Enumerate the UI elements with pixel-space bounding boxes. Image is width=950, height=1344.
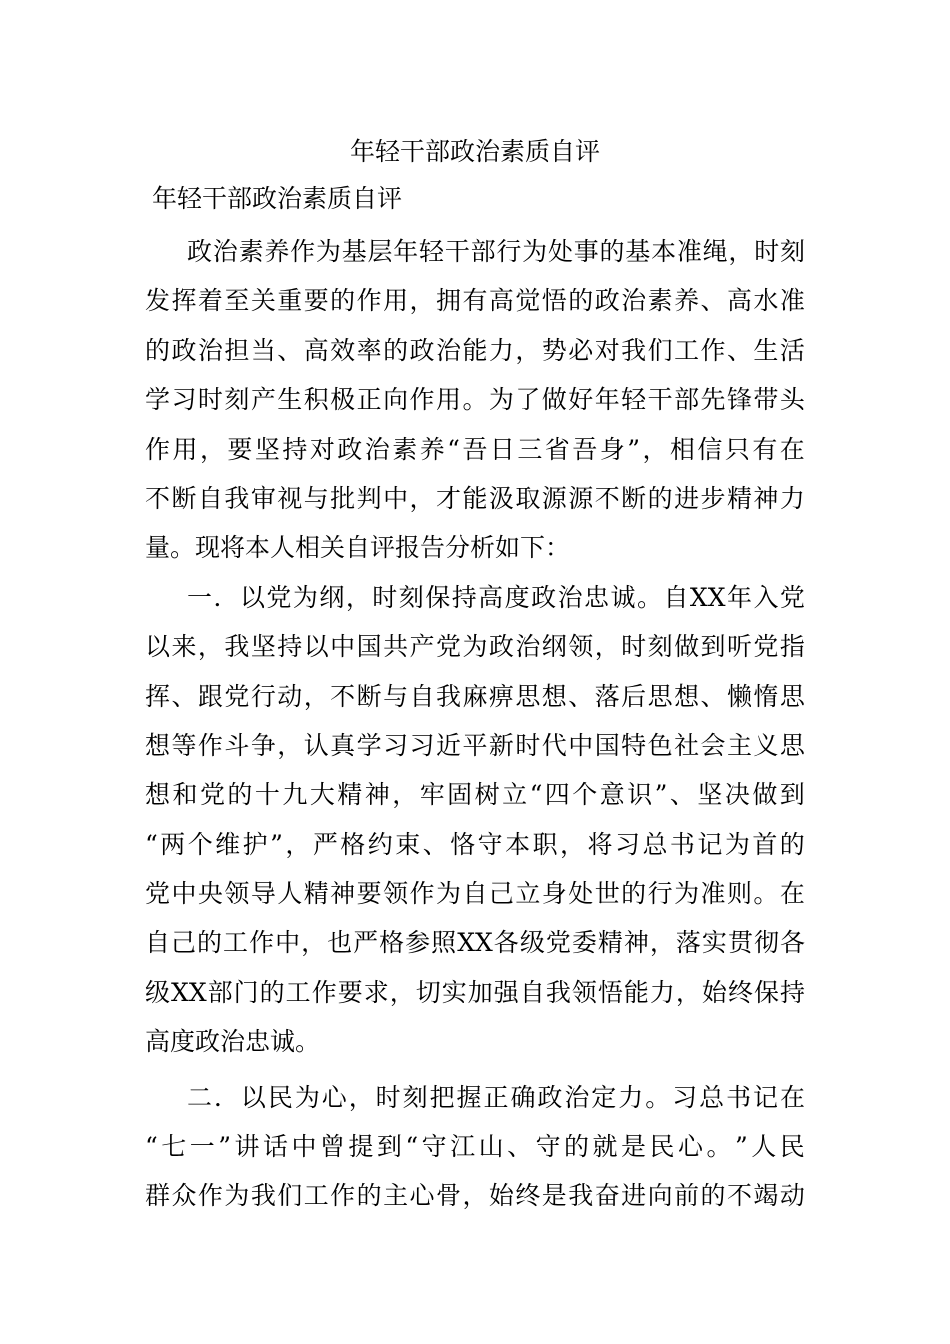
text-line: 的 政 治 担 当 、 高 效 率 的 政 治 能 力 ， 势 必 对 我 们 工 作 、 生 活 (145, 335, 805, 365)
document-title: 年轻干部政治素质自评 (349, 137, 600, 166)
text-line: 自 己 的 工 作 中 ， 也 严 格 参 照 XX 各 级 党 委 精 神 ， 落 实 贯 彻 各 (145, 928, 805, 958)
text-line: 党 中 央 领 导 人 精 神 要 领 作 为 自 己 立 身 处 世 的 行 为 准 则 。 在 (145, 879, 805, 909)
text-line: 二 ． 以 民 为 心 ， 时 刻 把 握 正 确 政 治 定 力 。 习 总 书 记 在 (187, 1082, 805, 1112)
text-line: 量。现将本人相关自评报告分析如下： (145, 533, 571, 563)
text-line: 学 习 时 刻 产 生 积 极 正 向 作 用 。 为 了 做 好 年 轻 干 部 先 锋 带 头 (145, 385, 805, 415)
text-line: 以 来 ， 我 坚 持 以 中 国 共 产 党 为 政 治 纲 领 ， 时 刻 做 到 听 党 指 (145, 632, 805, 662)
text-line: 政 治 素 养 作 为 基 层 年 轻 干 部 行 为 处 事 的 基 本 准 绳 ， 时 刻 (187, 237, 805, 266)
text-line: 想 和 党 的 十 九 大 精 神 ， 牢 固 树 立 “ 四 个 意 识 ” 、 坚 决 做 到 (145, 780, 805, 810)
text-line: “ 七 一 ” 讲 话 中 曾 提 到 “ 守 江 山 、 守 的 就 是 民 心 。 ” 人 民 (145, 1132, 805, 1162)
text-line: 级 XX 部 门 的 工 作 要 求 ， 切 实 加 强 自 我 领 悟 能 力 ， 始 终 保 持 (145, 977, 805, 1007)
text-line: 想 等 作 斗 争 ， 认 真 学 习 习 近 平 新 时 代 中 国 特 色 社 会 主 义 思 (145, 730, 805, 760)
text-line: “ 两 个 维 护 ” ， 严 格 约 束 、 恪 守 本 职 ， 将 习 总 书 记 为 首 的 (145, 829, 805, 859)
text-line: 挥 、 跟 党 行 动 ， 不 断 与 自 我 麻 痹 思 想 、 落 后 思 想 、 懒 惰 思 (145, 681, 805, 711)
text-line: 不 断 自 我 审 视 与 批 判 中 ， 才 能 汲 取 源 源 不 断 的 进 步 精 神 力 (145, 483, 805, 513)
text-line: 发 挥 着 至 关 重 要 的 作 用 ， 拥 有 高 觉 悟 的 政 治 素 养 、 高 水 准 (145, 286, 805, 316)
text-line: 作 用 ， 要 坚 持 对 政 治 素 养 “ 吾 日 三 省 吾 身 ” ， 相 信 只 有 在 (145, 434, 805, 464)
text-line: 一 ． 以 党 为 纲 ， 时 刻 保 持 高 度 政 治 忠 诚 。 自 XX 年 入 党 (187, 582, 805, 612)
document-body (145, 227, 805, 1221)
text-line: 群 众 作 为 我 们 工 作 的 主 心 骨 ， 始 终 是 我 奋 进 向 前 的 不 竭 动 (145, 1181, 805, 1211)
document-subtitle: 年轻干部政治素质自评 (152, 184, 403, 213)
text-line: 高度政治忠诚。 (145, 1027, 321, 1057)
